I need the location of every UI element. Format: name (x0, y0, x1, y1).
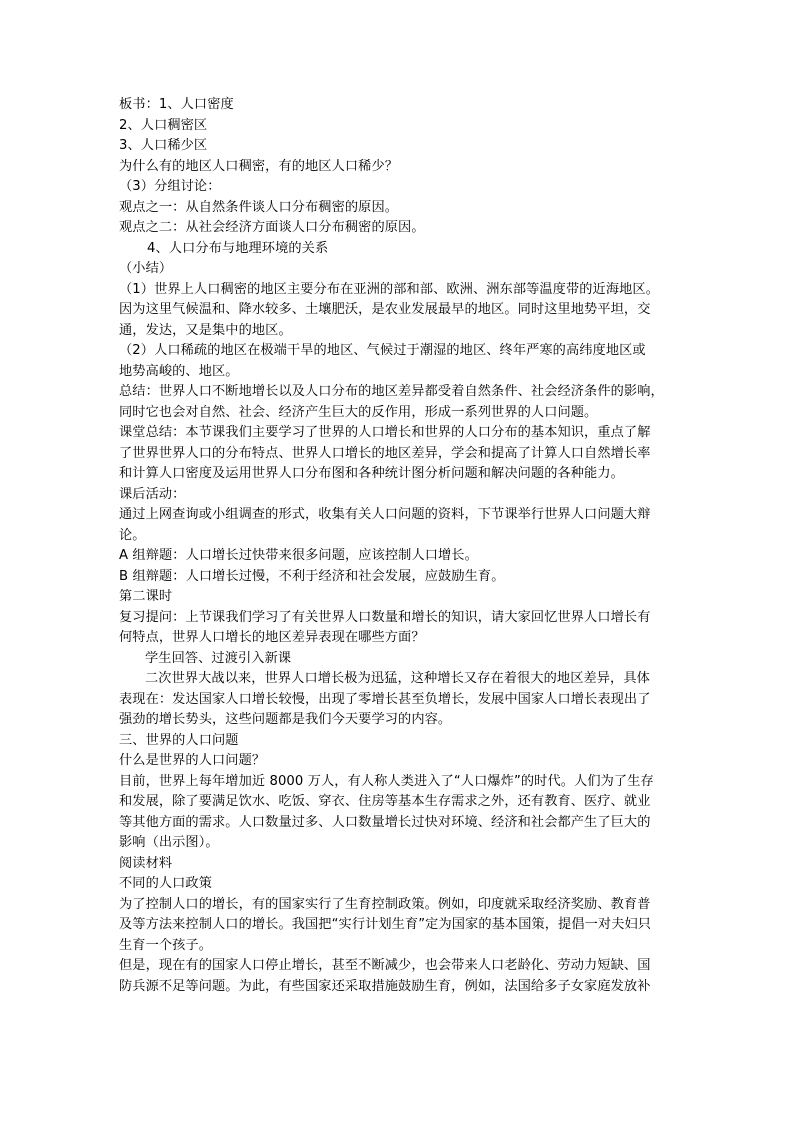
text-line: 课堂总结：本节课我们主要学习了世界的人口增长和世界的人口分布的基本知识，重点了解 (119, 425, 651, 440)
text-line: 和计算人口密度及运用世界人口分布图和各种统计图分析问题和解决问题的各种能力。 (119, 466, 624, 481)
text-line: 表现在：发达国家人口增长较慢，出现了零增长甚至负增长，发展中国家人口增长表现出了 (119, 691, 651, 707)
text-line: 了世界世界人口的分布特点、世界人口增长的地区差异，学会和提高了计算人口自然增长率 (119, 445, 651, 461)
text-line: 通，发达，又是集中的地区。 (119, 322, 292, 338)
text-line: 复习提问：上节课我们学习了有关世界人口数量和增长的知识，请大家回忆世界人口增长有 (119, 609, 651, 625)
document-body (119, 95, 689, 997)
text-line: 为了控制人口的增长，有的国家实行了生育控制政策。例如，印度就采取经济奖励、教育普 (119, 896, 651, 912)
text-line: A 组辩题：人口增长过快带来很多问题，应该控制人口增长。 (119, 548, 478, 563)
text-line: 防兵源不足等问题。为此，有些国家还采取措施鼓励生育，例如，法国给多子女家庭发放补 (119, 978, 651, 994)
text-line: 等其他方面的需求。人口数量过多、人口数量增长过快对环境、经济和社会都产生了巨大的 (119, 814, 651, 830)
text-line: B 组辩题：人口增长过慢，不利于经济和社会发展，应鼓励生育。 (119, 568, 505, 584)
text-line: 观点之二：从社会经济方面谈人口分布稠密的原因。 (119, 220, 425, 235)
text-line: 总结：世界人口不断地增长以及人口分布的地区差异都受着自然条件、社会经济条件的影响， (119, 384, 664, 399)
section-heading: 第二课时 (119, 589, 173, 604)
text-line: 因为这里气候温和、降水较多、土壤肥沃，是农业发展最早的地区。同时这里地势平坦，交 (119, 302, 651, 317)
text-line: 地势高峻的、地区。 (119, 363, 239, 379)
text-line: 影响（出示图）。 (119, 835, 219, 850)
section-heading: 阅读材料 (119, 855, 173, 871)
text-line: （小结） (119, 261, 173, 276)
text-line: 观点之一：从自然条件谈人口分布稠密的原因。 (119, 199, 399, 215)
text-line: （3）分组讨论： (119, 179, 221, 194)
text-line: 通过上网查询或小组调查的形式，收集有关人口问题的资料，下节课举行世界人口问题大辩 (119, 507, 651, 522)
text-line: 同时它也会对自然、社会、经济产生巨大的反作用，形成一系列世界的人口问题。 (119, 404, 598, 420)
text-line: 二次世界大战以来，世界人口增长极为迅猛，这种增长又存在着很大的地区差异，具体 (145, 671, 650, 686)
text-line: 为什么有的地区人口稠密，有的地区人口稀少？ (119, 158, 399, 174)
text-line: （2）人口稀疏的地区在极端干旱的地区、气候过于潮湿的地区、终年严寒的高纬度地区或 (119, 343, 646, 358)
text-line: 课后活动： (119, 486, 186, 502)
section-heading: 4、人口分布与地理环境的关系 (147, 240, 329, 256)
section-heading: 不同的人口政策 (119, 876, 213, 891)
section-heading: 三、世界的人口问题 (119, 732, 239, 748)
text-line: 何特点，世界人口增长的地区差异表现在哪些方面？ (119, 630, 425, 645)
text-line: 及等方法来控制人口的增长。我国把“实行计划生育”定为国家的基本国策，提倡一对夫妇只 (119, 917, 652, 932)
text-line: 生育一个孩子。 (119, 937, 213, 953)
text-line: 目前，世界上每年增加近 8000 万人，有人称人类进入了“人口爆炸”的时代。人们为了生存 (119, 773, 654, 789)
text-line: 3、人口稀少区 (119, 138, 208, 153)
text-line: 和发展，除了要满足饮水、吃饭、穿衣、住房等基本生存需求之外，还有教育、医疗、就业 (119, 794, 651, 809)
text-line: 什么是世界的人口问题？ (119, 753, 266, 768)
text-line: 学生回答、过渡引入新课 (145, 650, 292, 666)
text-line: 但是，现在有的国家人口停止增长，甚至不断减少，也会带来人口老龄化、劳动力短缺、国 (119, 958, 651, 973)
text-line: 论。 (119, 527, 146, 543)
text-line: （1）世界上人口稠密的地区主要分布在亚洲的部和部、欧洲、洲东部等温度带的近海地区。 (119, 281, 659, 297)
text-line: 强劲的增长势头，这些问题都是我们今天要学习的内容。 (119, 712, 452, 727)
text-line: 板书：1、人口密度 (119, 97, 234, 112)
text-line: 2、人口稠密区 (119, 117, 208, 133)
